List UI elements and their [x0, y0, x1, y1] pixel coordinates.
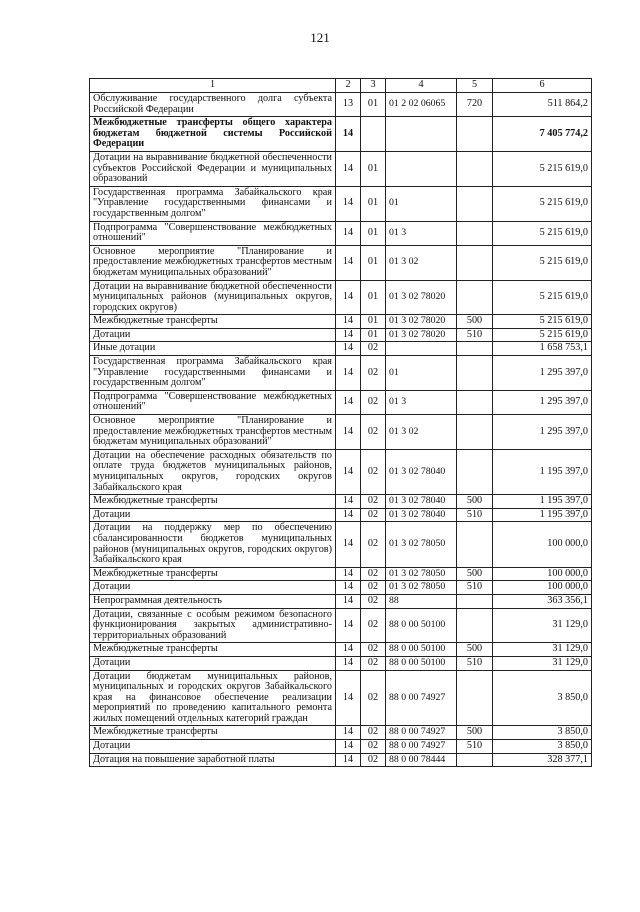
table-row: [90, 93, 592, 117]
cell-pr: 02: [361, 567, 386, 581]
cell-vr: [457, 117, 493, 152]
cell-sum: 1 658 753,1: [493, 342, 592, 356]
cell-pr: 01: [361, 151, 386, 186]
table-row: [90, 390, 592, 414]
cell-name: Дотация на повышение заработной платы: [90, 753, 336, 767]
cell-sum: 5 215 619,0: [493, 328, 592, 342]
cell-sum: 1 195 397,0: [493, 495, 592, 509]
cell-rz: 14: [336, 390, 361, 414]
table-row: [90, 643, 592, 657]
table-row: [90, 608, 592, 643]
table-row: [90, 186, 592, 221]
cell-rz: 14: [336, 356, 361, 391]
cell-rz: 14: [336, 740, 361, 754]
cell-name: Межбюджетные трансферты: [90, 495, 336, 509]
table-row: [90, 151, 592, 186]
table-row: [90, 522, 592, 567]
cell-name: Дотации на выравнивание бюджетной обеспеченности муниципальных районов (муниципальных округов, городских округов): [90, 280, 336, 315]
cell-pr: 02: [361, 522, 386, 567]
cell-vr: [457, 415, 493, 450]
cell-vr: [457, 608, 493, 643]
table-row: [90, 415, 592, 450]
cell-rz: 14: [336, 522, 361, 567]
cell-sum: 1 295 397,0: [493, 390, 592, 414]
cell-rz: 14: [336, 117, 361, 152]
table-row: [90, 449, 592, 494]
cell-pr: 01: [361, 186, 386, 221]
cell-vr: 500: [457, 495, 493, 509]
cell-rz: 14: [336, 726, 361, 740]
cell-name: Основное мероприятие "Планирование и предоставление межбюджетных трансфертов местным бюджетам муниципальных образований": [90, 245, 336, 280]
cell-name: Непрограммная деятельность: [90, 594, 336, 608]
cell-rz: 14: [336, 495, 361, 509]
cell-name: Основное мероприятие "Планирование и предоставление межбюджетных трансфертов местным бюджетам муниципальных образований": [90, 415, 336, 450]
cell-vr: 510: [457, 740, 493, 754]
cell-rz: 14: [336, 643, 361, 657]
header-cell-csr: 4: [386, 79, 457, 93]
cell-name: Государственная программа Забайкальского края "Управление государственными финансами и государственным долгом": [90, 186, 336, 221]
header-cell-name: 1: [90, 79, 336, 93]
cell-vr: [457, 151, 493, 186]
cell-csr: 88: [386, 594, 457, 608]
cell-sum: 100 000,0: [493, 567, 592, 581]
cell-csr: 01 3: [386, 221, 457, 245]
cell-vr: [457, 390, 493, 414]
cell-vr: 510: [457, 328, 493, 342]
cell-sum: 5 215 619,0: [493, 151, 592, 186]
cell-rz: 14: [336, 608, 361, 643]
cell-csr: 01 3 02 78040: [386, 449, 457, 494]
cell-name: Дотации: [90, 328, 336, 342]
cell-csr: [386, 342, 457, 356]
cell-rz: 14: [336, 245, 361, 280]
cell-sum: 1 295 397,0: [493, 356, 592, 391]
cell-sum: 31 129,0: [493, 643, 592, 657]
cell-rz: 14: [336, 581, 361, 595]
cell-pr: 01: [361, 93, 386, 117]
cell-csr: 01: [386, 356, 457, 391]
cell-rz: 14: [336, 656, 361, 670]
cell-csr: 01 3 02 78050: [386, 567, 457, 581]
cell-csr: 88 0 00 78444: [386, 753, 457, 767]
table-row: [90, 117, 592, 152]
cell-vr: [457, 594, 493, 608]
cell-pr: 02: [361, 581, 386, 595]
cell-sum: 100 000,0: [493, 522, 592, 567]
cell-vr: 510: [457, 581, 493, 595]
cell-csr: 88 0 00 74927: [386, 726, 457, 740]
cell-sum: 100 000,0: [493, 581, 592, 595]
cell-pr: 02: [361, 594, 386, 608]
table-row: [90, 495, 592, 509]
cell-vr: [457, 356, 493, 391]
cell-csr: [386, 151, 457, 186]
cell-sum: 328 377,1: [493, 753, 592, 767]
cell-csr: 88 0 00 50100: [386, 656, 457, 670]
cell-pr: 02: [361, 495, 386, 509]
cell-rz: 14: [336, 567, 361, 581]
cell-name: Подпрограмма "Совершенствование межбюджетных отношений": [90, 221, 336, 245]
table-row: [90, 656, 592, 670]
cell-name: Межбюджетные трансферты: [90, 726, 336, 740]
cell-vr: 510: [457, 656, 493, 670]
cell-rz: 14: [336, 315, 361, 329]
cell-name: Межбюджетные трансферты: [90, 643, 336, 657]
page-number: 121: [310, 30, 330, 45]
cell-pr: [361, 117, 386, 152]
table-row: [90, 280, 592, 315]
table-row: [90, 581, 592, 595]
cell-pr: 02: [361, 356, 386, 391]
cell-rz: 14: [336, 342, 361, 356]
cell-csr: 88 0 00 74927: [386, 740, 457, 754]
header-cell-sum: 6: [493, 79, 592, 93]
cell-csr: 01 3 02 78020: [386, 280, 457, 315]
table-row: [90, 315, 592, 329]
cell-name: Межбюджетные трансферты: [90, 315, 336, 329]
cell-rz: 14: [336, 221, 361, 245]
cell-pr: 01: [361, 245, 386, 280]
cell-name: Подпрограмма "Совершенствование межбюджетных отношений": [90, 390, 336, 414]
cell-pr: 02: [361, 449, 386, 494]
cell-vr: [457, 522, 493, 567]
cell-rz: 14: [336, 670, 361, 726]
cell-name: Дотации на поддержку мер по обеспечению сбалансированности бюджетов муниципальных районов (муниципальных округов, городских округов) Забайкальского края: [90, 522, 336, 567]
cell-sum: 1 295 397,0: [493, 415, 592, 450]
cell-vr: [457, 245, 493, 280]
cell-pr: 02: [361, 643, 386, 657]
cell-csr: 01 3: [386, 390, 457, 414]
cell-vr: [457, 670, 493, 726]
cell-name: Межбюджетные трансферты: [90, 567, 336, 581]
cell-vr: [457, 280, 493, 315]
cell-vr: 500: [457, 643, 493, 657]
cell-rz: 14: [336, 415, 361, 450]
cell-csr: 01 3 02 78050: [386, 522, 457, 567]
cell-pr: 02: [361, 508, 386, 522]
cell-sum: 7 405 774,2: [493, 117, 592, 152]
cell-name: Государственная программа Забайкальского края "Управление государственными финансами и государственным долгом": [90, 356, 336, 391]
cell-pr: 01: [361, 280, 386, 315]
cell-csr: 01 3 02: [386, 415, 457, 450]
cell-sum: 5 215 619,0: [493, 280, 592, 315]
table-body: [90, 93, 592, 767]
cell-rz: 14: [336, 280, 361, 315]
cell-vr: [457, 186, 493, 221]
cell-sum: 363 356,1: [493, 594, 592, 608]
cell-csr: [386, 117, 457, 152]
cell-name: Дотации, связанные с особым режимом безопасного функционирования закрытых административно-территориальных образований: [90, 608, 336, 643]
table-row: [90, 342, 592, 356]
cell-vr: 720: [457, 93, 493, 117]
table-row: [90, 328, 592, 342]
cell-sum: 3 850,0: [493, 726, 592, 740]
cell-name: Дотации на обеспечение расходных обязательств по оплате труда бюджетов муниципальных районов, муниципальных округов, городских округов Забайкальского края: [90, 449, 336, 494]
cell-pr: 02: [361, 390, 386, 414]
cell-pr: 02: [361, 415, 386, 450]
cell-rz: 14: [336, 151, 361, 186]
table-row: [90, 594, 592, 608]
cell-name: Дотации: [90, 656, 336, 670]
cell-csr: 88 0 00 50100: [386, 608, 457, 643]
cell-name: Обслуживание государственного долга субъекта Российской Федерации: [90, 93, 336, 117]
cell-csr: 88 0 00 50100: [386, 643, 457, 657]
cell-vr: 500: [457, 726, 493, 740]
cell-vr: [457, 221, 493, 245]
table-row: [90, 740, 592, 754]
cell-csr: 01 3 02 78020: [386, 315, 457, 329]
cell-vr: 500: [457, 315, 493, 329]
cell-csr: 01 3 02: [386, 245, 457, 280]
cell-csr: 88 0 00 74927: [386, 670, 457, 726]
cell-rz: 14: [336, 449, 361, 494]
cell-name: Дотации бюджетам муниципальных районов, муниципальных и городских округов Забайкальского края на финансовое обеспечение реализации мероприятий по проведению капитального ремонта жилых помещений отдельных категорий граждан: [90, 670, 336, 726]
cell-vr: [457, 342, 493, 356]
cell-sum: 3 850,0: [493, 740, 592, 754]
cell-name: Межбюджетные трансферты общего характера бюджетам бюджетной системы Российской Федерации: [90, 117, 336, 152]
cell-sum: 1 195 397,0: [493, 508, 592, 522]
cell-vr: [457, 753, 493, 767]
table-row: [90, 670, 592, 726]
table-row: [90, 245, 592, 280]
cell-pr: 01: [361, 328, 386, 342]
cell-csr: 01 3 02 78050: [386, 581, 457, 595]
cell-name: Дотации на выравнивание бюджетной обеспеченности субъектов Российской Федерации и муниципальных образований: [90, 151, 336, 186]
cell-pr: 01: [361, 221, 386, 245]
cell-vr: 510: [457, 508, 493, 522]
cell-csr: 01 3 02 78040: [386, 495, 457, 509]
cell-rz: 14: [336, 753, 361, 767]
table-row: [90, 508, 592, 522]
header-cell-rz: 2: [336, 79, 361, 93]
cell-vr: [457, 449, 493, 494]
cell-rz: 14: [336, 328, 361, 342]
cell-sum: 5 215 619,0: [493, 315, 592, 329]
cell-sum: 3 850,0: [493, 670, 592, 726]
cell-name: Дотации: [90, 581, 336, 595]
cell-pr: 02: [361, 753, 386, 767]
cell-pr: 02: [361, 656, 386, 670]
cell-csr: 01 2 02 06065: [386, 93, 457, 117]
cell-rz: 14: [336, 508, 361, 522]
table-row: [90, 221, 592, 245]
cell-pr: 02: [361, 740, 386, 754]
cell-sum: 5 215 619,0: [493, 186, 592, 221]
header-cell-vr: 5: [457, 79, 493, 93]
cell-pr: 01: [361, 315, 386, 329]
cell-pr: 02: [361, 342, 386, 356]
cell-rz: 13: [336, 93, 361, 117]
cell-csr: 01: [386, 186, 457, 221]
budget-table: [89, 78, 592, 767]
cell-pr: 02: [361, 670, 386, 726]
cell-vr: 500: [457, 567, 493, 581]
cell-pr: 02: [361, 608, 386, 643]
cell-rz: 14: [336, 186, 361, 221]
cell-name: Дотации: [90, 508, 336, 522]
header-cell-pr: 3: [361, 79, 386, 93]
cell-sum: 31 129,0: [493, 608, 592, 643]
cell-name: Дотации: [90, 740, 336, 754]
cell-sum: 1 195 397,0: [493, 449, 592, 494]
table-row: [90, 567, 592, 581]
cell-sum: 5 215 619,0: [493, 245, 592, 280]
table-row: [90, 356, 592, 391]
cell-pr: 02: [361, 726, 386, 740]
table-row: [90, 726, 592, 740]
cell-sum: 511 864,2: [493, 93, 592, 117]
cell-csr: 01 3 02 78040: [386, 508, 457, 522]
cell-rz: 14: [336, 594, 361, 608]
cell-csr: 01 3 02 78020: [386, 328, 457, 342]
header-row: [90, 79, 592, 93]
table-row: [90, 753, 592, 767]
cell-sum: 5 215 619,0: [493, 221, 592, 245]
cell-name: Иные дотации: [90, 342, 336, 356]
cell-sum: 31 129,0: [493, 656, 592, 670]
